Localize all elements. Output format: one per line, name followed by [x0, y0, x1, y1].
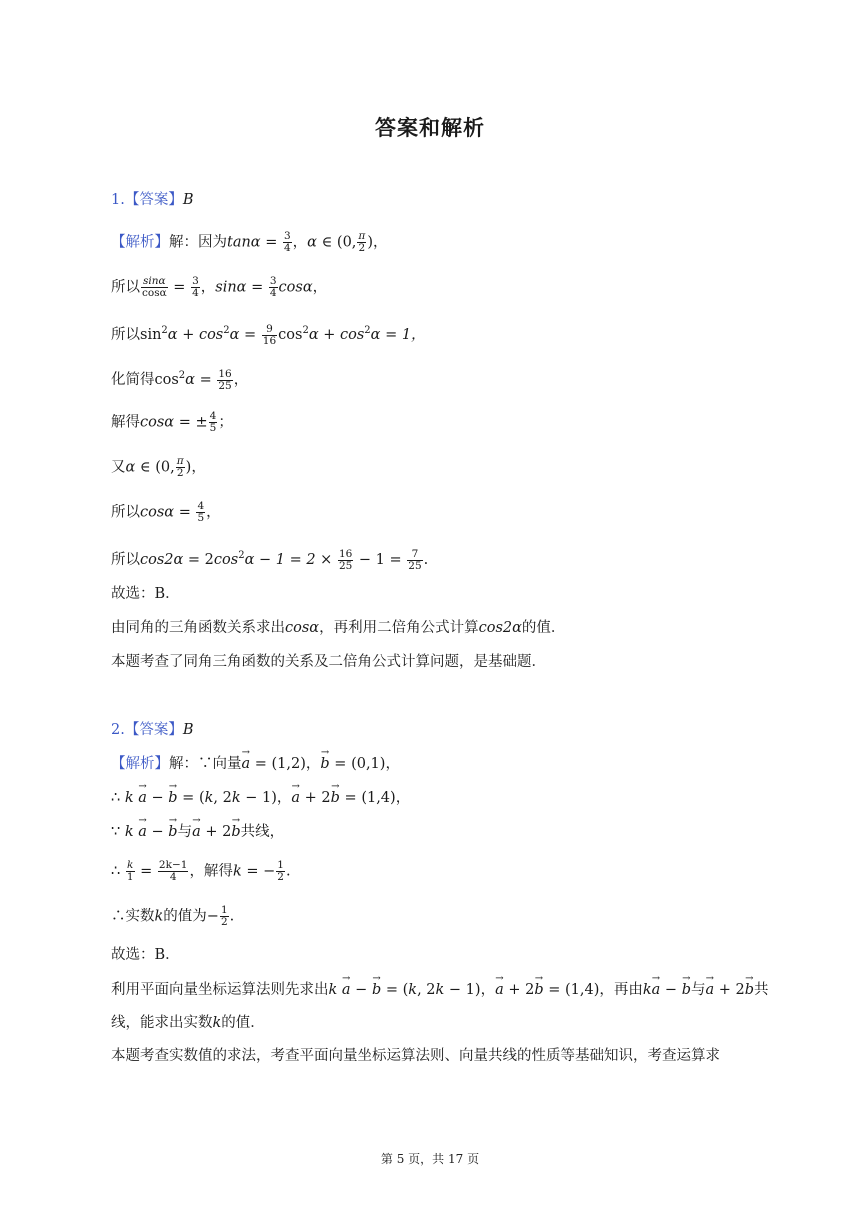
q1-number: 1. — [111, 192, 125, 208]
vector: → a — [652, 980, 661, 1000]
q2-summary-line-2 — [111, 1013, 265, 1033]
numerator: 3 — [269, 275, 277, 287]
math: cosα — [140, 414, 175, 431]
numerator: 1 — [277, 859, 284, 871]
vector: → b — [231, 822, 240, 842]
fraction — [220, 905, 229, 928]
q1-analysis-line-7 — [111, 501, 221, 524]
text: 利用平面向量坐标运算法则先求出 — [111, 982, 329, 998]
text: )， — [367, 234, 388, 251]
text: 所以 — [111, 279, 140, 296]
math: + 2 — [714, 982, 745, 998]
denominator: 1 — [126, 871, 134, 883]
text: ； — [218, 414, 233, 431]
fraction — [269, 276, 278, 299]
vector: → b — [372, 980, 381, 1000]
denominator: 16 — [262, 334, 277, 347]
q2-analysis-line-5 — [111, 905, 234, 928]
math: tanα — [227, 234, 261, 251]
text: 又 — [111, 459, 126, 476]
numerator: π — [176, 455, 184, 467]
denominator: 2 — [220, 916, 228, 928]
text: 的值． — [521, 620, 566, 636]
vector: → a — [705, 980, 714, 1000]
text: 所以 — [111, 552, 140, 568]
math: k — [124, 790, 134, 806]
q1-answer-line — [111, 190, 194, 210]
math: , 2 — [417, 982, 436, 998]
math: k — [231, 790, 241, 806]
math: k — [642, 982, 652, 998]
q2-answer-value: B — [182, 722, 194, 738]
fraction — [191, 276, 200, 299]
math: k — [154, 908, 164, 925]
math: k — [328, 982, 338, 998]
math: k — [212, 1015, 222, 1031]
q1-answer-tag: 【答案】 — [124, 192, 183, 208]
math: = — [168, 279, 191, 296]
numerator: 4 — [197, 500, 205, 512]
numerator: 7 — [407, 549, 422, 561]
vector: → b — [534, 980, 543, 1000]
numerator: 16 — [218, 367, 232, 380]
page-footer: 第 5 页，共 17 页 — [380, 1152, 480, 1166]
math: k — [408, 982, 418, 998]
text: ∵ — [111, 824, 125, 840]
fraction — [217, 369, 232, 392]
text: ∴实数 — [111, 908, 155, 925]
math: ∈ (0, — [316, 234, 357, 251]
q2-analysis-line-3 — [111, 822, 284, 842]
numerator: 3 — [192, 275, 199, 287]
q1-comment-line: 本题考查了同角三角函数的关系及二倍角公式计算问题，是基础题． — [111, 654, 546, 670]
q1-summary-line — [111, 618, 565, 638]
vector: → b — [682, 980, 691, 1000]
denominator: 4 — [283, 242, 291, 254]
math: = (1,2)， — [250, 756, 321, 772]
text: ， — [200, 279, 216, 296]
denominator: 2 — [176, 467, 184, 479]
fraction — [283, 231, 292, 254]
fraction — [407, 549, 422, 572]
text: )， — [185, 459, 206, 476]
fraction — [141, 276, 168, 299]
q2-summary-line-1 — [111, 980, 769, 1000]
denominator: 4 — [192, 287, 199, 299]
math: cos2α — [478, 620, 522, 636]
text: . — [229, 908, 235, 925]
math: α + cos — [167, 327, 224, 343]
math: + 2 — [300, 790, 331, 806]
text: 解：因为 — [169, 234, 227, 251]
denominator: 4 — [269, 287, 277, 299]
math: k — [124, 824, 134, 840]
q1-analysis-tag: 【解析】 — [111, 234, 169, 251]
denominator: 25 — [338, 559, 353, 572]
q1-analysis-line-3: 所以$\sin^2\alpha + \cos^2\alpha$ = $\frac{9}{16}$ $\cos^2\alpha + \cos^2\alpha = 1$， — [111, 322, 426, 347]
math: = − — [241, 863, 276, 880]
vector: → a — [342, 980, 351, 1000]
math: = — [135, 863, 157, 880]
text: 的值． — [221, 1015, 265, 1031]
math: k — [435, 982, 445, 998]
fraction — [338, 549, 353, 572]
q1-analysis-line-6 — [111, 456, 206, 479]
numerator: 9 — [262, 324, 277, 336]
math: α = — [229, 327, 261, 343]
denominator: 25 — [218, 379, 232, 392]
vector: → b — [168, 822, 177, 842]
q2-analysis-tag: 【解析】 — [111, 756, 169, 772]
math: − — [146, 824, 169, 840]
q2-choice-line: 故选：B． — [111, 947, 180, 963]
text: 由同角的三角函数关系求出 — [111, 620, 285, 636]
q2-number: 2. — [111, 722, 125, 738]
math: = (1,4)， — [339, 790, 411, 806]
text: 共线， — [240, 824, 285, 840]
math: − — [660, 982, 682, 998]
text: ， — [312, 279, 328, 296]
math: − — [350, 982, 372, 998]
vector: → a — [192, 822, 201, 842]
vector: → b — [168, 788, 177, 808]
denominator: 5 — [209, 422, 217, 434]
math: − 1 = — [354, 552, 407, 568]
denominator: cosα — [142, 287, 167, 299]
vector: → a — [138, 822, 147, 842]
math: = 2 — [183, 552, 214, 568]
denominator: 2 — [358, 242, 366, 254]
math: cosα — [140, 504, 175, 521]
text: 解得 — [111, 414, 140, 431]
denominator: 5 — [197, 512, 205, 524]
denominator: 4 — [169, 871, 177, 883]
fraction — [276, 860, 285, 883]
numerator: 1 — [220, 904, 228, 916]
fraction — [126, 860, 135, 883]
math: − 1)， — [240, 790, 292, 806]
text: 与 — [177, 824, 193, 840]
math: = — [174, 504, 196, 521]
page-title: 答案和解析 — [375, 116, 485, 140]
text: ， — [233, 372, 249, 388]
fraction — [209, 411, 218, 434]
fraction — [158, 860, 189, 883]
math: k — [232, 863, 242, 880]
math: α — [125, 459, 136, 476]
text: ∴ — [111, 790, 125, 806]
math: cos2α — [140, 552, 184, 568]
math: α − 1 = 2 × — [244, 552, 337, 568]
vector: → b — [320, 754, 329, 774]
math: = ( — [381, 982, 409, 998]
math: α = 1， — [370, 327, 426, 343]
fraction — [357, 231, 366, 254]
q1-analysis-line-1: 【解析】解：因为tanα = $\frac{3}{4}$ ，α ∈ (0, $\frac{\pi}{2}$ )， — [111, 230, 388, 254]
vector: → a — [495, 980, 504, 1000]
numerator: 3 — [283, 230, 291, 242]
numerator: 2k−1 — [158, 859, 188, 871]
fraction — [262, 324, 277, 347]
math: ∈ (0, — [135, 459, 175, 476]
math: cos — [213, 552, 239, 568]
q2-analysis-line-2 — [111, 788, 410, 808]
denominator: 25 — [408, 559, 422, 572]
text: 所以sin — [111, 327, 162, 343]
text: . — [285, 863, 291, 880]
q1-choice-line: 故选：B． — [111, 586, 180, 602]
text: ∴ — [111, 863, 125, 880]
fraction — [196, 501, 205, 524]
numerator: 4 — [209, 410, 217, 422]
q2-answer-tag: 【答案】 — [124, 722, 183, 738]
fraction — [176, 456, 185, 479]
text: ， — [206, 504, 221, 521]
text: . — [423, 552, 429, 568]
math: = (0,1)， — [329, 756, 400, 772]
text: ，解得 — [189, 863, 233, 880]
q1-analysis-line-5 — [111, 411, 233, 434]
math: cos — [278, 327, 303, 343]
q2-answer-line — [111, 720, 194, 740]
text: 解：∵向量 — [169, 756, 242, 772]
math: , 2 — [213, 790, 232, 806]
q1-answer-value: B — [182, 192, 194, 208]
text: = (1,4)，再由 — [543, 982, 643, 998]
vector: → a — [242, 754, 251, 774]
q1-analysis-line-8: 所以$\cos 2\alpha = 2\cos^2\alpha - 1 = 2$ × $\frac{16}{25}$ − 1 = $\frac{7}{25}$ . — [111, 547, 429, 572]
q2-comment-line: 本题考查实数值的求法，考查平面向量坐标运算法则、向量共线的性质等基础知识，考查运算求 — [111, 1048, 720, 1064]
text: 的值为− — [163, 908, 219, 925]
math: k — [204, 790, 214, 806]
math: cosα — [285, 620, 320, 636]
text: 线，能求出实数 — [111, 1015, 213, 1031]
vector: → a — [138, 788, 147, 808]
math: sinα — [215, 279, 247, 296]
math: α — [307, 234, 317, 251]
text: 与 — [690, 982, 706, 998]
text: 所以 — [111, 504, 140, 521]
numerator: k — [127, 859, 134, 871]
text: ，再利用二倍角公式计算 — [319, 620, 479, 636]
text: 共 — [754, 982, 769, 998]
math: + 2 — [503, 982, 535, 998]
math: α = — [185, 372, 217, 388]
q2-analysis-line-1 — [111, 754, 400, 774]
math: + 2 — [200, 824, 232, 840]
numerator: 16 — [338, 547, 353, 560]
math: − — [146, 790, 169, 806]
numerator: sinα — [141, 276, 168, 288]
q2-analysis-line-4 — [111, 860, 291, 883]
q1-analysis-line-4: 化简得$\cos^2\alpha$ = $\frac{16}{25}$ ， — [111, 367, 249, 392]
denominator: 2 — [277, 871, 284, 883]
vector: → b — [331, 788, 340, 808]
vector: → a — [291, 788, 300, 808]
math: cosα — [278, 279, 313, 296]
math: − 1)， — [444, 982, 496, 998]
text: 化简得cos — [111, 372, 179, 388]
vector: → b — [745, 980, 754, 1000]
math: α + cos — [308, 327, 365, 343]
math: = ( — [177, 790, 205, 806]
math: = ± — [174, 414, 208, 431]
q1-analysis-line-2: 所以 $\frac{\sin\alpha}{\cos\alpha}$ = $\frac{3}{4}$ ，sinα = $\frac{3}{4}$ cosα， — [111, 275, 328, 299]
numerator: π — [358, 230, 366, 242]
